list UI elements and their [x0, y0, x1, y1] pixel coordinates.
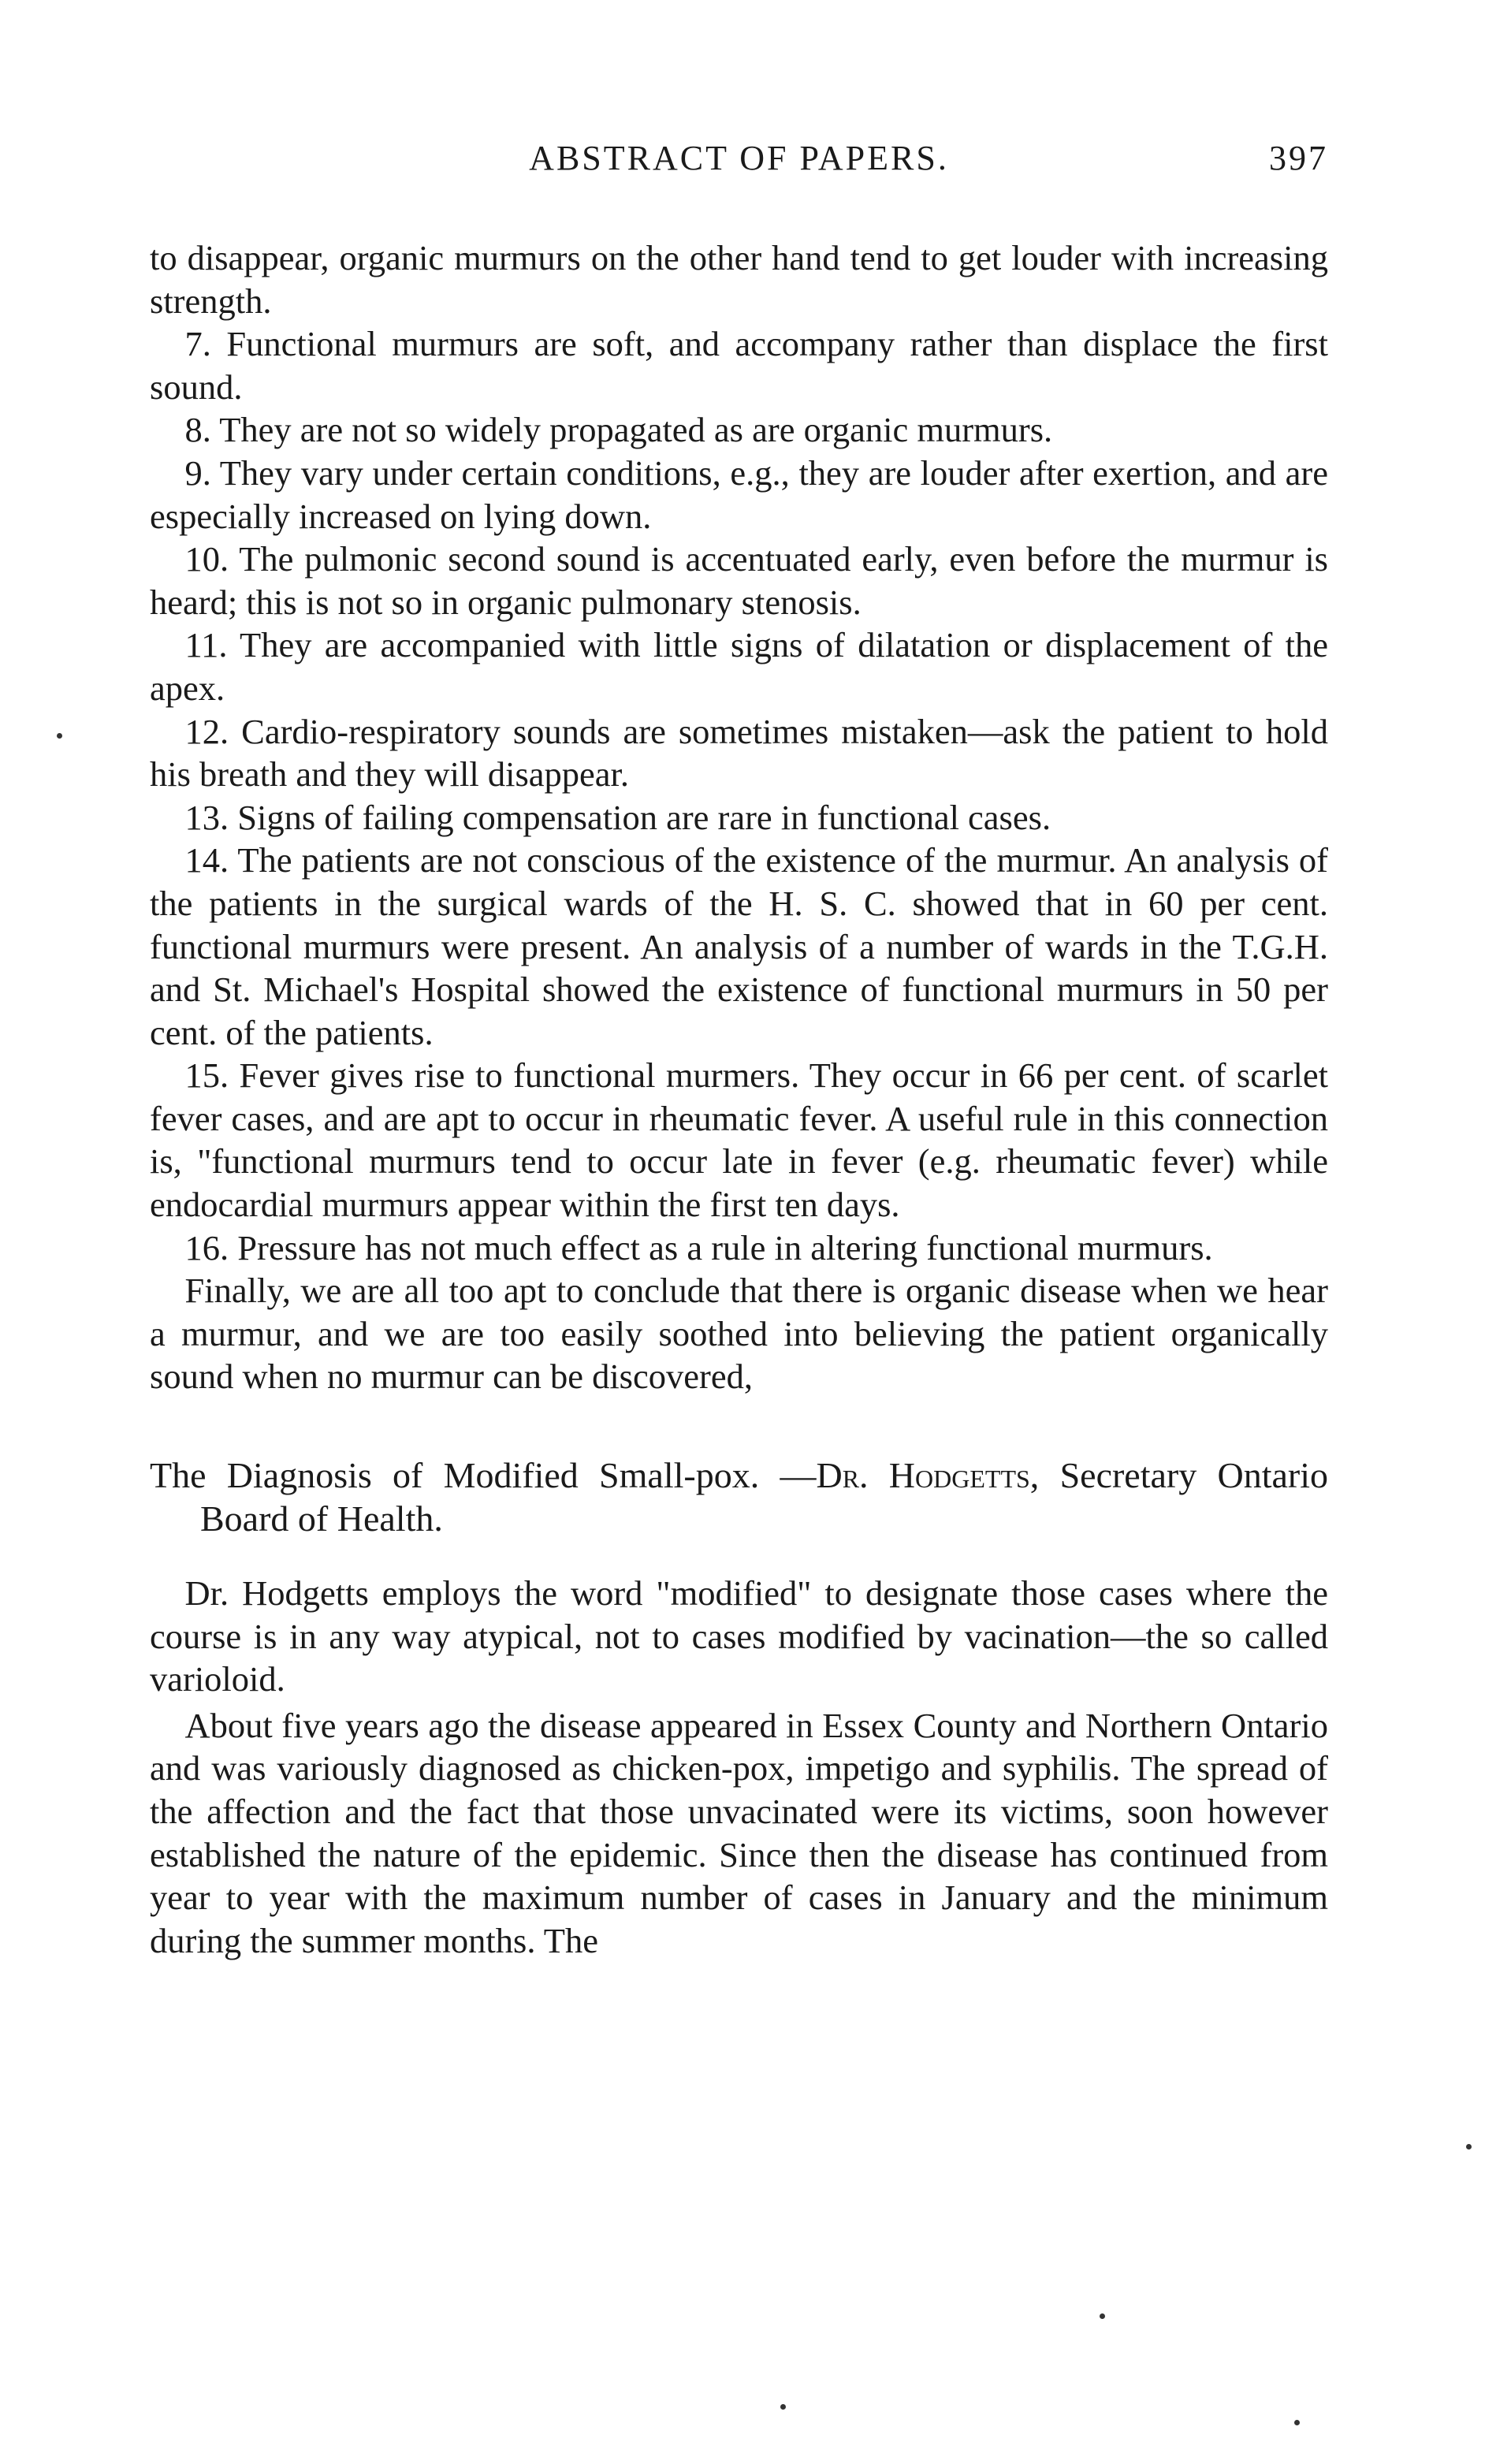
section-title: The Diagnosis of Modified Small-pox. [150, 1455, 760, 1496]
section-heading [150, 1453, 1328, 1540]
print-speck [780, 2404, 786, 2410]
page-number: 397 [1269, 139, 1328, 177]
paragraph: 9. They vary under certain conditions, e.g., they are louder after exertion, and are especially increased on lying down. [150, 452, 1328, 536]
print-speck [1100, 2313, 1105, 2319]
running-title: ABSTRACT OF PAPERS. [529, 139, 949, 177]
paragraph: 16. Pressure has not much effect as a rule in altering functional murmurs. [184, 1227, 1213, 1267]
print-speck [1294, 2420, 1300, 2425]
paragraph: Finally, we are all too apt to conclude that there is organic disease when we hear a murmur, and we are too easily soothed into believing the patient organically sound when no murmur can be discovered, [150, 1271, 1328, 1397]
section-body [150, 1572, 1328, 1962]
paragraph: 13. Signs of failing compensation are rare in functional cases. [184, 797, 1051, 837]
print-speck [57, 733, 62, 739]
section-author: —Dr. Hodgetts, [780, 1455, 1040, 1496]
paragraph: 8. They are not so widely propagated as are organic murmurs. [184, 410, 1053, 450]
paragraph: to disappear, organic murmurs on the other hand tend to get louder with increasing strength. [150, 238, 1328, 321]
paragraph: 11. They are accompanied with little signs of dilatation or displacement of the apex. [150, 625, 1328, 708]
paragraph: Dr. Hodgetts employs the word "modified" to designate those cases where the course is in any way atypical, not to cases modified by vacination—the so called varioloid. [150, 1573, 1328, 1699]
running-head [150, 138, 1328, 193]
paragraph: 12. Cardio-respiratory sounds are sometimes mistaken—ask the patient to hold his breath and they will disappear. [150, 711, 1328, 795]
paragraph: 10. The pulmonic second sound is accentuated early, even before the murmur is heard; this is not so in organic pulmonary stenosis. [150, 539, 1328, 622]
paragraph: About five years ago the disease appeared in Essex County and Northern Ontario and was variously diagnosed as chicken-pox, impetigo and syphilis. The spread of the affection and the fact that those unvacinated were its victims, soon however established the nature of the epidemic. Since then the disease has continued from year to year with the maximum number of cases in January and the minimum during the summer months. The [150, 1705, 1328, 1960]
paragraph: 14. The patients are not conscious of the existence of the murmur. An analysis of the patients in the surgical wards of the H. S. C. showed that in 60 per cent. functional murmurs were present. An analysis of a number of wards in the T.G.H. and St. Michael's Hospital showed the existence of functional murmurs in 50 per cent. of the patients. [150, 840, 1328, 1052]
section-affiliation: Secretary Ontario Board of Health. [200, 1455, 1329, 1539]
paragraph: 15. Fever gives rise to functional murmers. They occur in 66 per cent. of scarlet fever cases, and are apt to occur in rheumatic fever. A useful rule in this connection is, "functional murmurs tend to occur late in fever (e.g. rheumatic fever) while endocardial murmurs appear within the first ten days. [150, 1055, 1328, 1225]
print-speck [1466, 2144, 1472, 2149]
page [150, 138, 1328, 1965]
continued-text [150, 236, 1328, 1398]
paragraph: 7. Functional murmurs are soft, and accompany rather than displace the first sound. [150, 324, 1328, 407]
